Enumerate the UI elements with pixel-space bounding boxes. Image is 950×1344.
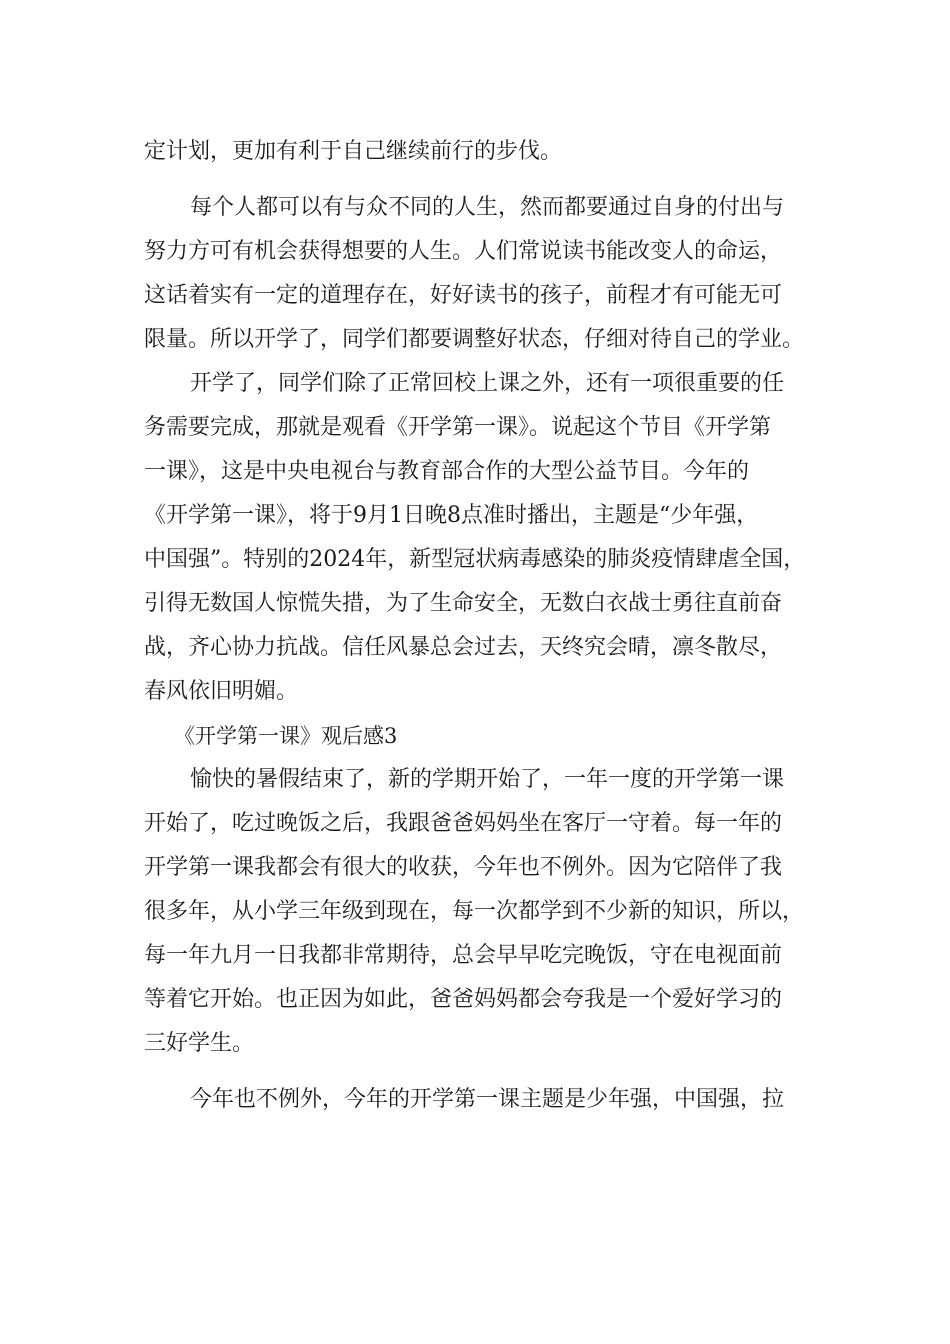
text-line: 引得无数国人惊慌失措，为了生命安全，无数白衣战士勇往直前奋 xyxy=(144,591,783,616)
text-line: 开始了，吃过晚饭之后，我跟爸爸妈妈坐在客厅一守着。每一年的 xyxy=(144,811,783,836)
text-line: 努力方可有机会获得想要的人生。人们常说读书能改变人的命运， xyxy=(144,239,783,264)
text-line: 三好学生。 xyxy=(144,1031,255,1056)
paragraph-first-line: 每个人都可以有与众不同的人生，然而都要通过自身的付出与 xyxy=(190,195,785,220)
text-line: 每一年九月一日我都非常期待，总会早早吃完晚饭，守在电视面前 xyxy=(144,943,783,968)
text-line: 中国强”。特别的2024年，新型冠状病毒感染的肺炎疫情肆虐全国， xyxy=(144,547,806,572)
document-body xyxy=(144,130,814,1122)
text-line: 《开学第一课》，将于9月1日晚8点准时播出，主题是“少年强， xyxy=(144,503,759,528)
text-line: 限量。所以开学了，同学们都要调整好状态，仔细对待自己的学业。 xyxy=(144,327,805,352)
paragraph-first-line: 今年也不例外，今年的开学第一课主题是少年强，中国强，拉 xyxy=(190,1087,785,1112)
text-line: 务需要完成，那就是观看《开学第一课》。说起这个节目《开学第 xyxy=(144,415,772,440)
text-line: 春风依旧明媚。 xyxy=(144,679,299,704)
text-line: 战，齐心协力抗战。信任风暴总会过去，天终究会晴，凛冬散尽， xyxy=(144,635,783,660)
section-heading: 《开学第一课》观后感3 xyxy=(174,724,398,748)
text-line: 一课》，这是中央电视台与教育部合作的大型公益节目。今年的 xyxy=(144,459,750,484)
paragraph-first-line: 开学了，同学们除了正常回校上课之外，还有一项很重要的任 xyxy=(190,371,785,396)
text-line: 等着它开始。也正因为如此，爸爸妈妈都会夸我是一个爱好学习的 xyxy=(144,987,783,1012)
text-line: 开学第一课我都会有很大的收获，今年也不例外。因为它陪伴了我 xyxy=(144,855,783,880)
text-line: 定计划，更加有利于自己继续前行的步伐。 xyxy=(144,139,563,164)
paragraph-first-line: 愉快的暑假结束了，新的学期开始了，一年一度的开学第一课 xyxy=(190,767,785,792)
text-line: 很多年，从小学三年级到现在，每一次都学到不少新的知识，所以， xyxy=(144,899,805,924)
text-line: 这话着实有一定的道理存在，好好读书的孩子，前程才有可能无可 xyxy=(144,283,783,308)
